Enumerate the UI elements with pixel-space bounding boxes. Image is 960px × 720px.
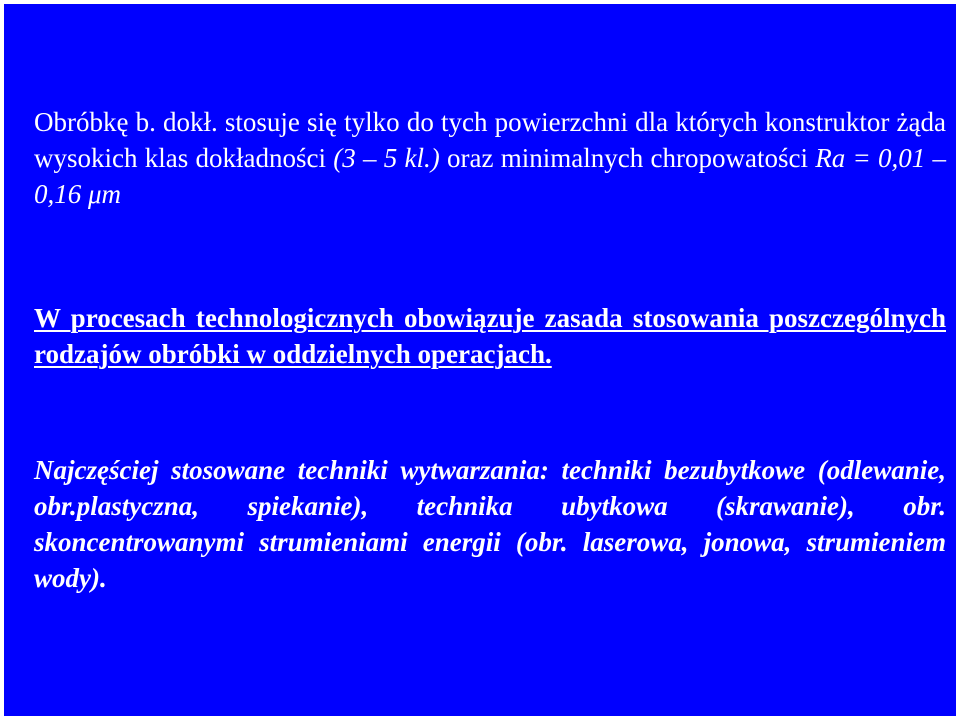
paragraph-precision-machining xyxy=(34,104,946,212)
slide xyxy=(4,4,956,716)
paragraph-manufacturing-techniques: Najczęściej stosowane techniki wytwarzania: techniki bezubytkowe (odlewanie, obr.plastyczna, spiekanie), technika ubytkowa (skrawanie), obr. skoncentrowanymi strumieniami energii (obr. laserowa, jonowa, strumieniem wody). xyxy=(34,455,946,593)
paragraph1-text-c: oraz minimalnych chropowatości xyxy=(439,143,816,173)
paragraph1-text-a: Obróbkę b. dokł. stosuje się tylko do tych powierzchni dla których konstruktor żąda wysokich klas dokładności xyxy=(34,107,946,173)
roughness-range: Ra = 0,01 – 0,16 μm xyxy=(34,143,946,209)
paragraph-process-principle: W procesach technologicznych obowiązuje zasada stosowania poszczególnych rodzajów obróbki w oddzielnych operacjach. xyxy=(34,303,946,369)
accuracy-class-range: (3 – 5 kl.) xyxy=(333,143,440,173)
